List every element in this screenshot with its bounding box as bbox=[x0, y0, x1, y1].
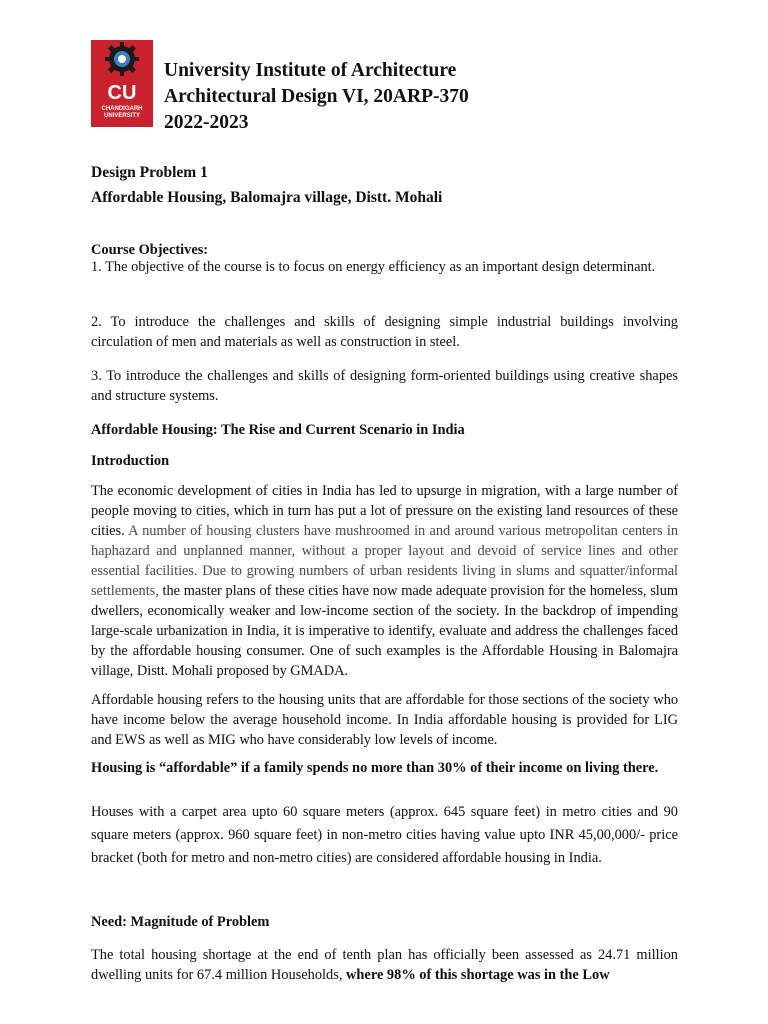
definition-paragraph: Affordable housing refers to the housing units that are affordable for those sections of the society who have income below the average household income. In India affordable housing is provided for LIG and EWS as well as MIG who have considerably low levels of income. bbox=[91, 692, 678, 748]
need-heading: Need: Magnitude of Problem bbox=[91, 914, 270, 930]
objective-item-1: 1. The objective of the course is to focus on energy efficiency as an important design determinant. bbox=[91, 259, 656, 275]
objective-item-2: 2. To introduce the challenges and skills of designing simple industrial buildings involving circulation of men and materials as well as construction in steel. bbox=[91, 314, 678, 350]
document-header bbox=[164, 58, 469, 136]
logo-initials: CU bbox=[107, 82, 137, 104]
section-title: Affordable Housing: The Rise and Current Scenario in India bbox=[91, 422, 465, 438]
university-logo bbox=[91, 40, 153, 127]
objective-item-3: 3. To introduce the challenges and skills of designing form-oriented buildings using creative shapes and structure systems. bbox=[91, 368, 678, 404]
need-paragraph: The total housing shortage at the end of tenth plan has officially been assessed as 24.71 million dwelling units for 67.4 million Households, where 98% of this shortage was in the Low bbox=[91, 947, 678, 983]
institute-name: University Institute of Architecture bbox=[164, 60, 457, 81]
carpet-area-paragraph: Houses with a carpet area upto 60 square meters (approx. 645 square feet) in metro cities and 90 square meters (approx. 960 square feet) in non-metro cities having value upto INR 45,00,000/- price bracket (both for metro and non-metro cities) are considered affordable housing in India. bbox=[91, 804, 678, 866]
design-problem bbox=[91, 160, 442, 210]
academic-year: 2022-2023 bbox=[164, 112, 249, 133]
objectives-heading: Course Objectives: bbox=[91, 242, 209, 258]
affordable-rule: Housing is “affordable” if a family spends no more than 30% of their income on living there. bbox=[91, 760, 659, 776]
design-problem-subtitle: Affordable Housing, Balomajra village, Distt. Mohali bbox=[91, 189, 443, 206]
introduction-heading: Introduction bbox=[91, 453, 170, 469]
design-problem-title: Design Problem 1 bbox=[91, 164, 208, 181]
logo-university-name: CHANDIGARH UNIVERSITY bbox=[101, 106, 143, 119]
introduction-paragraph: The economic development of cities in India has led to upsurge in migration, with a large number of people moving to cities, which in turn has put a lot of pressure on the existing land resources of these cities. A number of housing clusters have mushroomed in and around various metropolitan centers in haphazard and unplanned manner, without a proper layout and devoid of service lines and other essential facilities. Due to growing numbers of urban residents living in slums and squatter/informal settlements, the master plans of these cities have now made adequate provision for the homeless, slum dwellers, economically weaker and low-income section of the society. In the backdrop of impending large-scale urbanization in India, it is imperative to identify, evaluate and address the challenges faced by the affordable housing consumer. One of such examples is the Affordable Housing in Balomajra village, Distt. Mohali proposed by GMADA. bbox=[91, 483, 678, 679]
course-name: Architectural Design VI, 20ARP-370 bbox=[164, 86, 469, 107]
